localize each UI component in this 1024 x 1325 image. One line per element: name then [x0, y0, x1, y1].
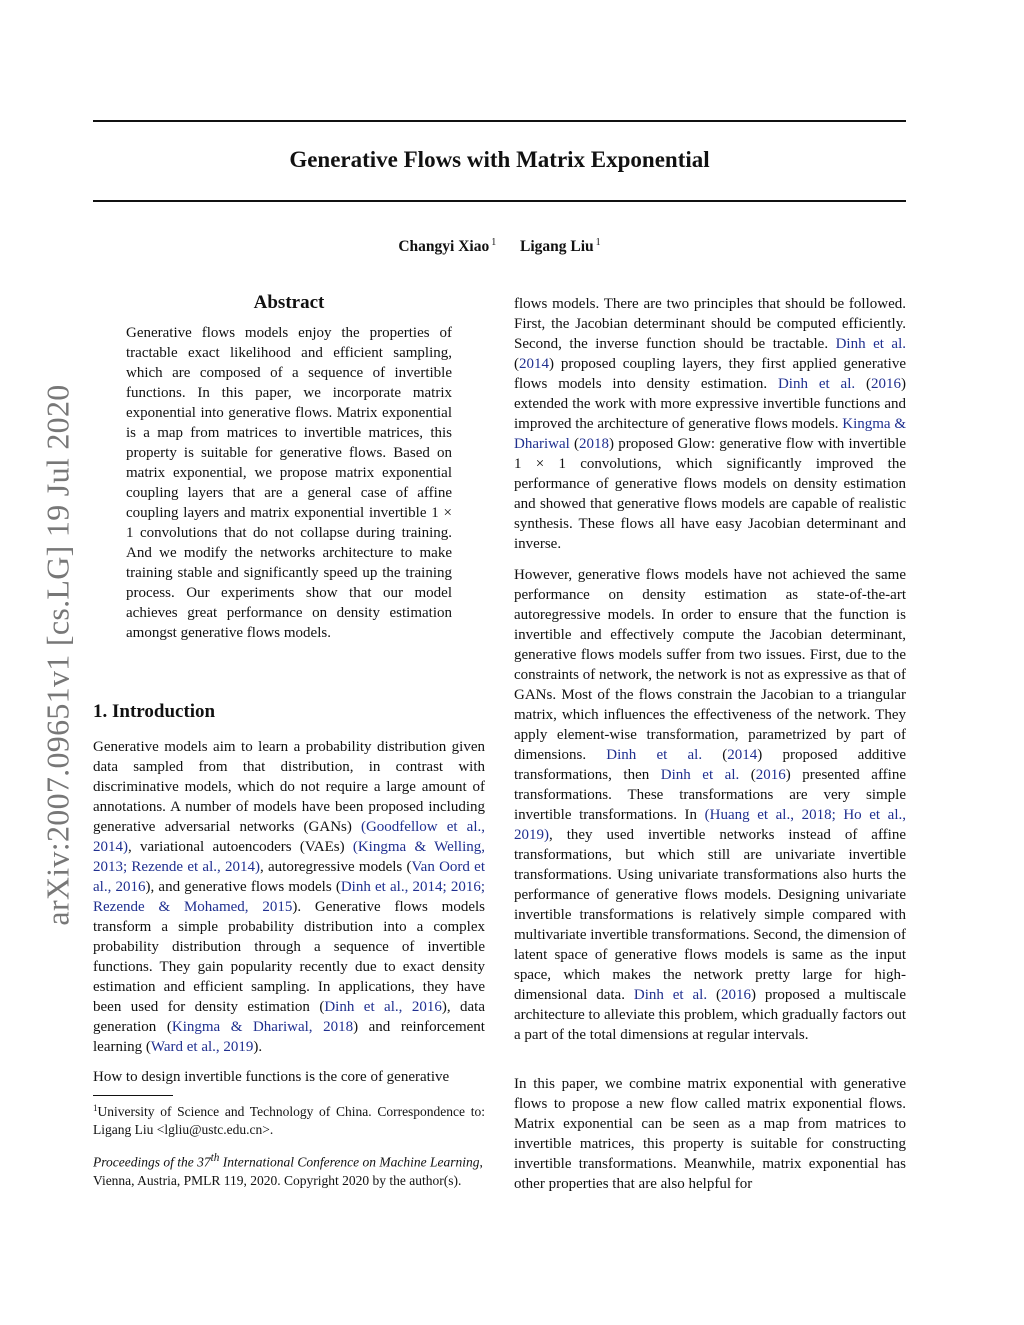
- paragraph-text: How to design invertible functions is the core of generative: [93, 1069, 450, 1085]
- abstract-heading: Abstract: [253, 292, 325, 313]
- citation-link[interactable]: (Kingma & Welling, 2013; Rezende et al., 2014): [93, 839, 485, 875]
- citation-link[interactable]: Van Oord et al., 2016: [93, 859, 486, 895]
- paragraph-text: ). Generative flows models transform a simple probability distribution into a complex probability distribution through a sequence of invertible functions. They gain popularity recently due to exact density estimation and efficient sampling. In applications, they have been used for density estimation (: [93, 899, 486, 1015]
- citation-link[interactable]: Kingma & Dhariwal, 2018: [171, 1019, 354, 1035]
- proceedings-ordinal-suffix: th: [210, 1152, 220, 1164]
- paragraph-text: ) presented affine transformations. These transformations are very simple invertible transformations. In: [514, 767, 907, 823]
- body-paragraph: [514, 294, 906, 554]
- citation-link[interactable]: Dinh et al.: [606, 747, 703, 763]
- paragraph-text: In this paper, we combine matrix exponential with generative flows to propose a new flow called matrix exponential flows. Matrix exponential can be seen as a map from matrices to invertible matrices, this property is suitable for constructing invertible transformations. Meanwhile, matrix exponential has other properties that are also helpful for: [514, 1076, 906, 1192]
- citation-link[interactable]: Dinh et al.: [835, 336, 906, 352]
- paragraph-text: , they used invertible networks instead of affine transformations, but which still are univariate invertible transformations. Using univariate transformations also hurts the performance of generative flows models. Designing univariate invertible transformations is relatively simple compared with multivariate invertible transformations. Second, the dimension of latent space of generative flows models is same as the input space, which makes the network pretty large for high-dimensional data.: [514, 827, 906, 1003]
- citation-link[interactable]: Dinh et al.: [777, 376, 856, 392]
- paragraph-text: ) and reinforcement learning (: [93, 1019, 485, 1055]
- citation-link[interactable]: 2016: [721, 987, 751, 1003]
- paragraph-text: ) proposed coupling layers, they first applied generative flows models into density estimation.: [514, 356, 906, 392]
- paragraph-text: (: [707, 987, 721, 1003]
- citation-link[interactable]: 2018: [579, 436, 610, 452]
- paragraph-text: , autoregressive models (: [260, 859, 412, 875]
- footnote-rule: [93, 1095, 173, 1096]
- citation-link[interactable]: Kingma & Dhariwal: [514, 416, 906, 452]
- citation-link[interactable]: (Huang et al., 2018; Ho et al., 2019): [514, 807, 906, 843]
- author-name: Changyi Xiao: [398, 238, 490, 255]
- abstract-text: Generative flows models enjoy the properties of tractable exact likelihood and efficient sampling, which are composed of a sequence of invertible functions. In this paper, we incorporate matrix exponential into generative flows. Matrix exponential is a map from matrices to invertible matrices, this property is suitable for generative flows. Based on matrix exponential, we propose matrix exponential coupling layers that are a general case of affine coupling layers and matrix exponential invertible 1 × 1 convolutions that do not collapse during training. And we modify the networks architecture to make training stable and significantly speed up the training process. Our experiments show that our model achieves great performance on density estimation amongst generative flows models.: [126, 325, 452, 641]
- introduction-paragraph: [93, 1067, 485, 1087]
- paragraph-text: ).: [253, 1039, 263, 1055]
- author-list: [93, 237, 906, 256]
- paragraph-text: (: [855, 376, 871, 392]
- citation-link[interactable]: Dinh et al., 2016: [324, 999, 442, 1015]
- citation-link[interactable]: Dinh et al., 2014; 2016; Rezende & Mohamed, 2015: [93, 879, 485, 915]
- citation-link[interactable]: Dinh et al.: [660, 767, 740, 783]
- paragraph-text: ) proposed Glow: generative flow with invertible 1 × 1 convolutions, which significantly improved the performance of generative flows models on density estimation and showed that generative flows models are capable of realistic synthesis. These flows all have easy Jacobian determinant and inverse.: [514, 436, 907, 552]
- paragraph-text: (: [514, 356, 519, 372]
- introduction-paragraph: [93, 737, 485, 1057]
- author-name: Ligang Liu: [519, 238, 594, 255]
- paragraph-text: , variational autoencoders (VAEs): [128, 839, 353, 855]
- paragraph-text: (: [569, 436, 580, 452]
- proceedings-note: [93, 1149, 485, 1190]
- citation-link[interactable]: 2016: [755, 767, 786, 783]
- proceedings-prefix: Proceedings of the: [93, 1154, 198, 1170]
- introduction-heading: 1. Introduction: [93, 701, 216, 722]
- citation-link[interactable]: (Goodfellow et al., 2014): [93, 819, 485, 855]
- paragraph-text: ), data generation (: [93, 999, 485, 1035]
- body-paragraph: [514, 1074, 906, 1194]
- body-paragraph: [514, 565, 906, 1045]
- footnote-mark: 1: [93, 1103, 98, 1113]
- arxiv-identifier-stamp: arXiv:2007.09651v1 [cs.LG] 19 Jul 2020: [39, 384, 76, 926]
- author-affiliation-mark: 1: [595, 237, 601, 248]
- paragraph-text: ) proposed additive transformations, then: [514, 747, 906, 783]
- affiliation-footnote: [93, 1099, 485, 1139]
- title-rule-bottom: [93, 200, 906, 202]
- paper-title: Generative Flows with Matrix Exponential: [289, 147, 710, 172]
- proceedings-conference: International Conference on Machine Learning: [219, 1154, 480, 1170]
- citation-link[interactable]: 2014: [727, 747, 758, 763]
- citation-link[interactable]: Ward et al., 2019: [150, 1039, 254, 1055]
- citation-link[interactable]: 2014: [519, 356, 549, 372]
- citation-link[interactable]: Dinh et al.: [633, 987, 708, 1003]
- paragraph-text: (: [702, 747, 728, 763]
- paragraph-text: Generative models aim to learn a probability distribution given data sampled from that distribution, in contrast with discriminative models, which do not require a large amount of annotations. A number of models have been proposed including generative adversarial networks (GANs): [93, 739, 485, 835]
- proceedings-ordinal: 37: [197, 1154, 211, 1170]
- paragraph-text: flows models. There are two principles that should be followed. First, the Jacobian determinant should be computed efficiently. Second, the inverse function should be tractable.: [514, 296, 906, 352]
- paragraph-text: ), and generative flows models (: [145, 879, 341, 895]
- paragraph-text: ) extended the work with more expressive invertible functions and improved the architecture of generative flows models.: [514, 376, 906, 432]
- paragraph-text: ) proposed a multiscale architecture to alleviate this problem, which gradually factors out a part of the total dimensions at regular intervals.: [514, 987, 907, 1043]
- title-rule-top: [93, 120, 906, 122]
- footnote-text: University of Science and Technology of China. Correspondence to: Ligang Liu <lgliu@ustc.edu.cn>.: [93, 1104, 485, 1137]
- proceedings-details: , Vienna, Austria, PMLR 119, 2020. Copyright 2020 by the author(s).: [93, 1154, 483, 1188]
- citation-link[interactable]: 2016: [870, 376, 901, 392]
- paragraph-text: (: [739, 767, 756, 783]
- paragraph-text: However, generative flows models have not achieved the same performance on density estimation as state-of-the-art autoregressive models. In order to ensure that the function is invertible and effectively compute the Jacobian determinant, generative flows models suffer from two issues. First, due to the constraints of network, the network is not as expressive as that of GANs. Most of the flows constrain the Jacobian to a triangular matrix, which influences the effectiveness of the network. They apply element-wise transformation, parametrized by part of dimensions.: [514, 567, 906, 763]
- author-affiliation-mark: 1: [491, 237, 497, 248]
